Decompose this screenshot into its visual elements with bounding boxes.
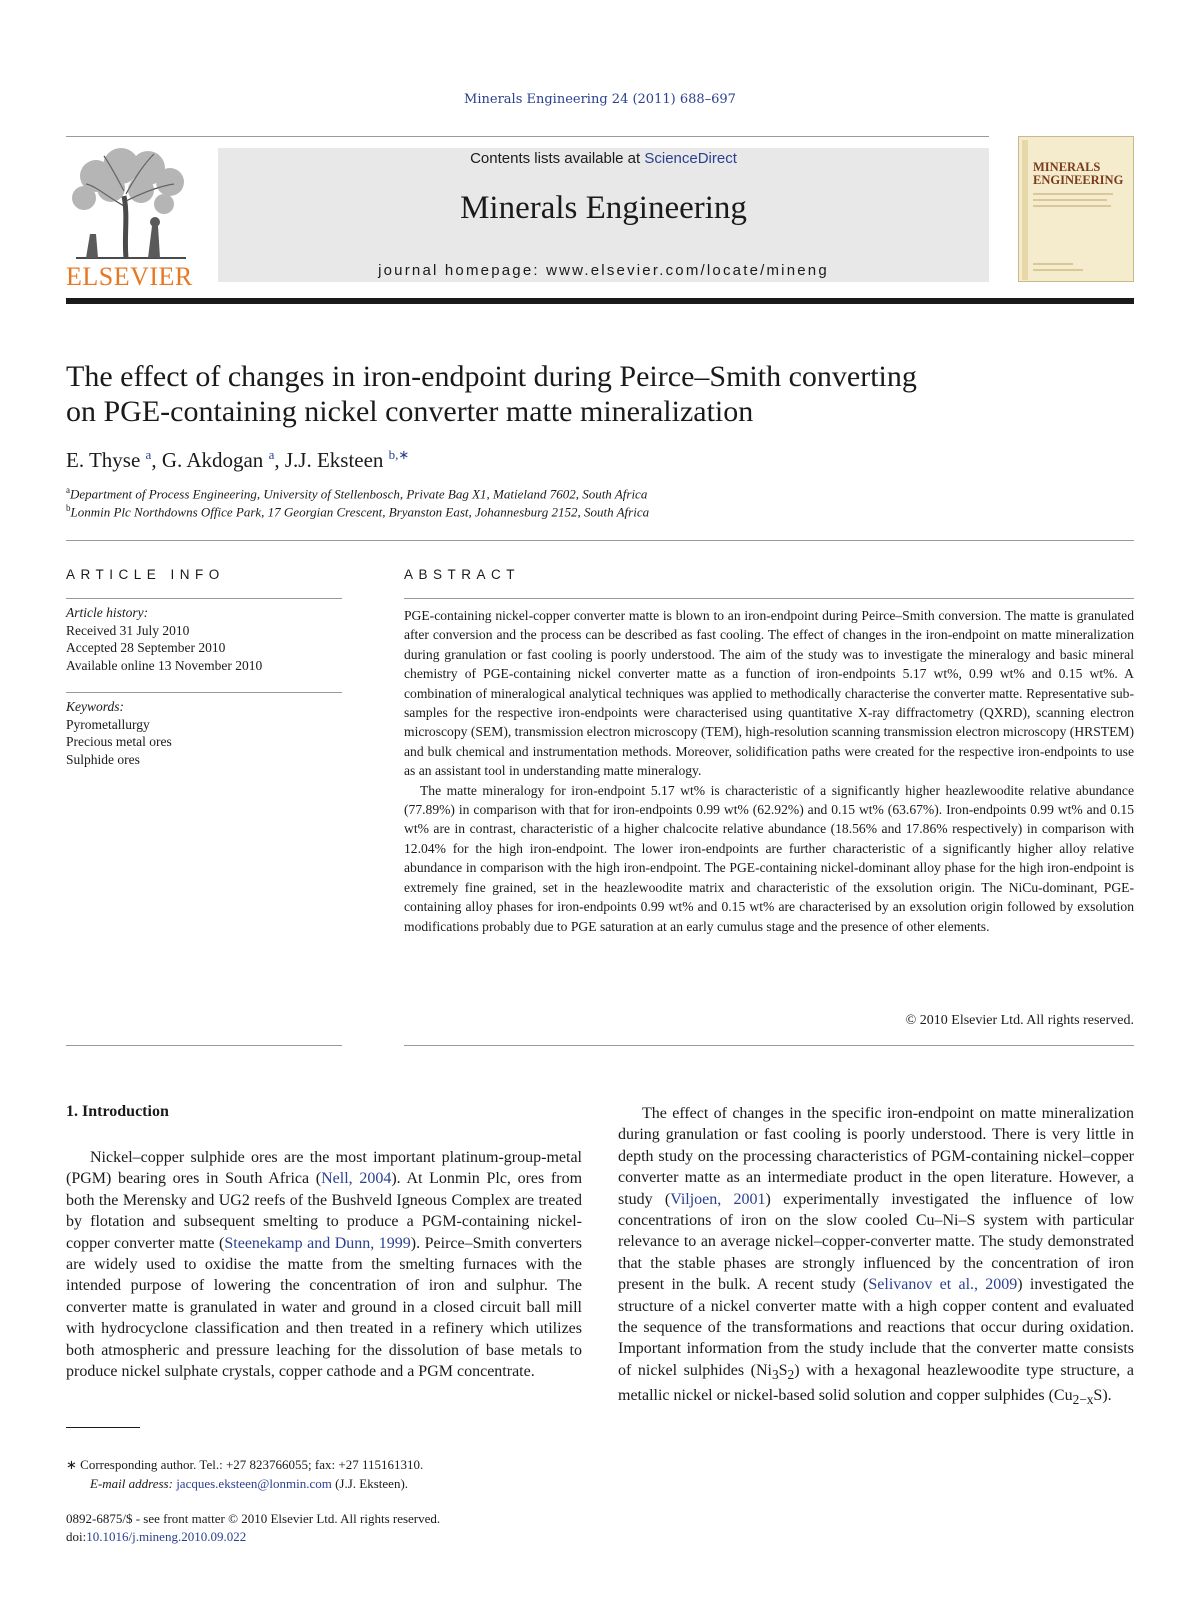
article-info-heading: ARTICLE INFO — [66, 567, 225, 582]
email-suffix: (J.J. Eksteen). — [331, 1476, 409, 1491]
info-rule — [66, 692, 342, 693]
abstract-paragraph: PGE-containing nickel-copper converter matte is blown to an iron-endpoint during Peirce–Smith conversion. The matte is granulated after conversion and the process can be described as fast cooling. The effect of changes in the iron-endpoint on matte mineralization during granulation or fast cooling is poorly understood. The aim of the study was to investigate the mineralogy and basic mineral chemistry of PGE-containing nickel converter matte as a function of iron-endpoints 5.17 wt%, 0.99 wt% and 0.15 wt%. A combination of mineralogical analytical techniques was applied to methodically characterise the converter matte. Representative sub-samples for the respective iron-endpoints were characterised using quantitative X-ray diffractometry (QXRD), scanning electron microscopy (SEM), transmission electron microscopy (TEM), high-resolution scanning transmission electron microscopy (HRSTEM) and bulk chemical and instrumentation methods. Moreover, solidification paths were created for the respective iron-endpoints to use as an assistant tool in understanding matte mineralogy. — [404, 608, 1134, 779]
keywords — [66, 698, 342, 768]
abstract-heading: ABSTRACT — [404, 567, 521, 582]
cover-title-line1: MINERALS — [1033, 160, 1101, 174]
intro-column-left — [66, 1147, 582, 1382]
chem-subscript: 3 — [771, 1367, 779, 1383]
title-line-2: on PGE-containing nickel converter matte mineralization — [66, 395, 754, 428]
affiliation-a — [66, 485, 647, 502]
contents-prefix: Contents lists available at — [470, 150, 645, 167]
abstract-body — [404, 606, 1134, 936]
header-rule — [66, 136, 989, 137]
info-rule — [66, 598, 342, 599]
elsevier-wordmark[interactable]: ELSEVIER — [66, 262, 193, 291]
issn-line: 0892-6875/$ - see front matter © 2010 Elsevier Ltd. All rights reserved. — [66, 1511, 441, 1526]
author-name: G. Akdogan — [161, 448, 264, 472]
abstract-paragraph: The matte mineralogy for iron-endpoint 5.17 wt% is characteristic of a significantly higher heazlewoodite relative abundance (77.89%) in comparison with that for iron-endpoints 0.99 wt% (62.92%) and 0.15 wt% (63.67%). Iron-endpoints 0.99 wt% and 0.15 wt% are in contrast, characteristic of a higher chalcocite relative abundance (18.56% and 17.86% respectively) in comparison with 12.04% for the high iron-endpoint. The lower iron-endpoints are further characteristic of a significantly higher alloy relative abundance in comparison with the high iron-endpoint. The PGE-containing nickel-dominant alloy phase for the high iron-endpoint is extremely fine grained, set in the heazlewoodite matrix and characteristic of the exsolution origin. The NiCu-dominant, PGE-containing alloy phases for iron-endpoints 0.99 wt% and 0.15 wt% are characterised by an exsolution origin followed by exsolution modifications probably due to PGE saturation at an early cumulus stage and the presence of other elements. — [404, 782, 1134, 934]
citation-link[interactable]: Steenekamp and Dunn, 1999 — [224, 1234, 411, 1252]
keyword: Pyrometallurgy — [66, 716, 150, 732]
keyword: Precious metal ores — [66, 734, 172, 749]
citation-link[interactable]: Selivanov et al., 2009 — [868, 1276, 1018, 1294]
cover-title-line2: ENGINEERING — [1033, 173, 1124, 187]
author-affil-mark[interactable]: a — [268, 447, 275, 462]
section-heading-introduction: 1. Introduction — [66, 1103, 169, 1120]
author-name: J.J. Eksteen — [284, 448, 384, 472]
info-rule-bottom — [66, 1045, 342, 1046]
intro-paragraph: Nickel–copper sulphide ores are the most important platinum-group-metal (PGM) bearing ores in South Africa (Nell, 2004). At Lonmin Plc, ores from both the Merensky and UG2 reefs of the Bushveld Igneous Complex are treated by flotation and subsequent smelting to produce a PGM-containing nickel-copper converter matte (Steenekamp and Dunn, 1999). Peirce–Smith converters are widely used to oxidise the matte from the smelting furnaces with the intended purpose of lowering the concentration of iron and sulphur. The converter matte is granulated in water and ground in a closed circuit ball mill with hydrocyclone classification and then treated in a refinery which utilizes both atmospheric and pressure leaching for the dissolution of base metals to produce nickel sulphate crystals, copper cathode and a PGM concentrate. — [66, 1149, 583, 1381]
doi-line — [66, 1528, 246, 1546]
affil-mark: a — [66, 485, 70, 495]
cover-title — [1033, 161, 1123, 187]
cover-text-line — [1033, 263, 1073, 265]
history-label: Article history: — [66, 605, 149, 620]
affil-text: Department of Process Engineering, University of Stellenbosch, Private Bag X1, Matieland 7602, South Africa — [70, 486, 648, 502]
corresponding-text: Corresponding author. Tel.: +27 823766055; fax: +27 115161310. — [80, 1457, 424, 1472]
citation-link[interactable]: Viljoen, 2001 — [670, 1190, 766, 1208]
affil-text: Lonmin Plc Northdowns Office Park, 17 Georgian Crescent, Bryanston East, Johannesburg 2152, South Africa — [70, 504, 650, 520]
keywords-label: Keywords: — [66, 699, 124, 714]
journal-name: Minerals Engineering — [460, 190, 747, 226]
sciencedirect-link[interactable]: ScienceDirect — [644, 150, 737, 167]
affil-mark: b — [66, 503, 71, 513]
email-link[interactable]: jacques.eksteen@lonmin.com — [176, 1476, 332, 1491]
author-affil-mark[interactable]: a — [145, 447, 152, 462]
corresponding-author-note — [66, 1456, 586, 1474]
article-history — [66, 604, 342, 674]
author-list: E. Thyse $^a$, G. Akdogan $^a$, J.J. Eksteen $^{b,∗}$ — [66, 447, 410, 472]
cover-spine — [1022, 140, 1028, 280]
doi-link[interactable]: 10.1016/j.mineng.2010.09.022 — [86, 1529, 247, 1544]
accepted-date: Accepted 28 September 2010 — [66, 640, 226, 655]
chem-subscript: 2 — [787, 1367, 795, 1383]
citation-link[interactable]: Nell, 2004 — [321, 1170, 392, 1188]
cover-text-line — [1033, 193, 1113, 195]
email-label: E-mail address: — [90, 1476, 177, 1491]
author-name: E. Thyse — [66, 448, 141, 472]
online-date: Available online 13 November 2010 — [66, 657, 263, 673]
intro-column-right — [618, 1103, 1134, 1411]
header-thick-rule — [66, 298, 1134, 304]
section-rule — [66, 540, 1134, 541]
journal-homepage[interactable]: journal homepage: www.elsevier.com/locate/mineng — [378, 262, 829, 279]
abstract-copyright: © 2010 Elsevier Ltd. All rights reserved. — [905, 1013, 1134, 1028]
article-title — [66, 359, 1066, 429]
abstract-rule-bottom — [404, 1045, 1134, 1046]
received-date: Received 31 July 2010 — [66, 622, 190, 638]
keyword: Sulphide ores — [66, 751, 140, 767]
cover-text-line — [1033, 269, 1083, 271]
contents-line — [218, 150, 989, 167]
cover-text-line — [1033, 199, 1107, 201]
journal-citation[interactable]: Minerals Engineering 24 (2011) 688–697 — [464, 92, 736, 107]
cover-text-line — [1033, 205, 1111, 207]
chem-subscript: 2−x — [1072, 1392, 1094, 1408]
footnote-star: ∗ — [66, 1457, 77, 1472]
doi-label: doi: — [66, 1529, 87, 1544]
abstract-rule — [404, 598, 1134, 599]
journal-cover-thumbnail[interactable] — [1018, 136, 1134, 282]
intro-paragraph: The effect of changes in the specific iron-endpoint on matte mineralization during granulation or fast cooling is poorly understood. There is very little in depth study on the processing characteristics of PGM-containing nickel–copper converter matte as an intermediate product in the open literature. However, a study (Viljoen, 2001) experimentally investigated the influence of low concentrations of iron on the slow cooled Cu–Ni–S system with particular relevance to an average nickel–copper-converter matte. The study demonstrated that the stable phases are strongly influenced by the concentration of iron present in the bulk. A recent study (Selivanov et al., 2009) investigated the structure of a nickel converter matte with a high copper content and evaluated the sequence of the transformations and reactions that occur during oxidation. Important information from the study include that the converter matte consists of nickel sulphides $(Ni_3S_2)$ with a hexagonal heazlewoodite type structure, a metallic nickel or nickel-based solid solution and copper sulphides $(Cu_{2-x}S)$. — [618, 1105, 1135, 1408]
author-affil-mark[interactable]: b,∗ — [388, 447, 410, 462]
email-note — [90, 1475, 610, 1493]
affiliation-b — [66, 503, 649, 520]
footnote-rule — [66, 1427, 140, 1428]
title-line-1: The effect of changes in iron-endpoint during Peirce–Smith converting — [66, 360, 917, 393]
